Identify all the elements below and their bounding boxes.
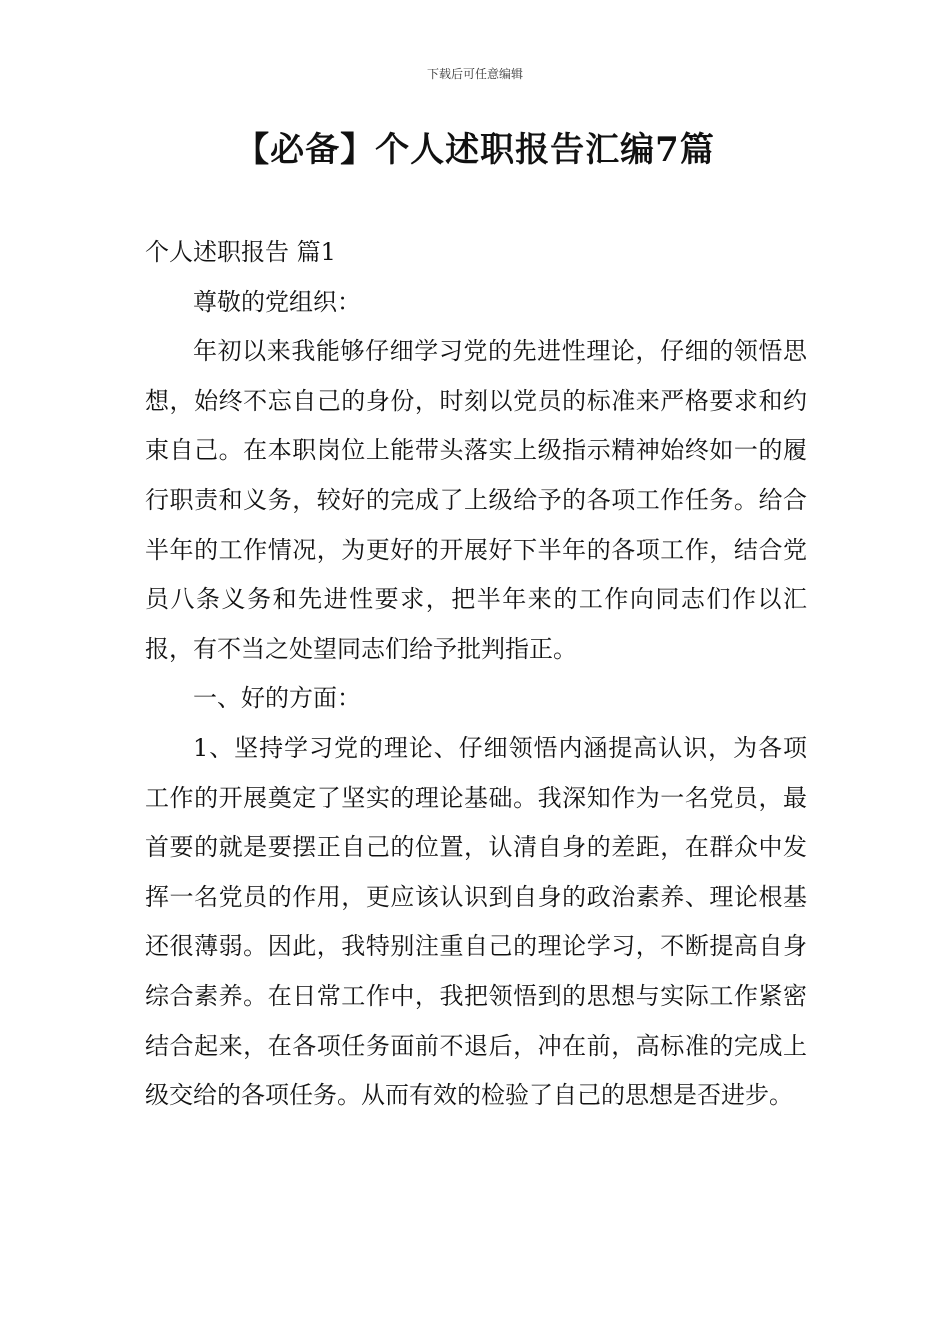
paragraph-2: 1、坚持学习党的理论、仔细领悟内涵提高认识，为各项工作的开展奠定了坚实的理论基础。我深知作为一名党员，最首要的就是要摆正自己的位置，认清自身的差距，在群众中发挥一名党员的作用，更应该认识到自身的政治素养、理论根基还很薄弱。因此，我特别注重自己的理论学习，不断提高自身综合素养。在日常工作中，我把领悟到的思想与实际工作紧密结合起来，在各项任务面前不退后，冲在前，高标准的完成上级交给的各项任务。从而有效的检验了自己的思想是否进步。 [145,733,807,1110]
header-note: 下载后可任意编辑 [426,67,523,81]
section-heading: 个人述职报告 篇1 [145,238,336,266]
document-body [145,228,807,1121]
document-title: 【必备】个人述职报告汇编7篇 [235,130,715,170]
paragraph-1: 年初以来我能够仔细学习党的先进性理论，仔细的领悟思想，始终不忘自己的身份，时刻以党员的标准来严格要求和约束自己。在本职岗位上能带头落实上级指示精神始终如一的履行职责和义务，较好的完成了上级给予的各项工作任务。给合半年的工作情况，为更好的开展好下半年的各项工作，结合党员八条义务和先进性要求，把半年来的工作向同志们作以汇报，有不当之处望同志们给予批判指正。 [145,337,807,663]
salutation: 尊敬的党组织： [193,287,361,316]
subheading-good-aspects: 一、好的方面： [193,684,361,713]
